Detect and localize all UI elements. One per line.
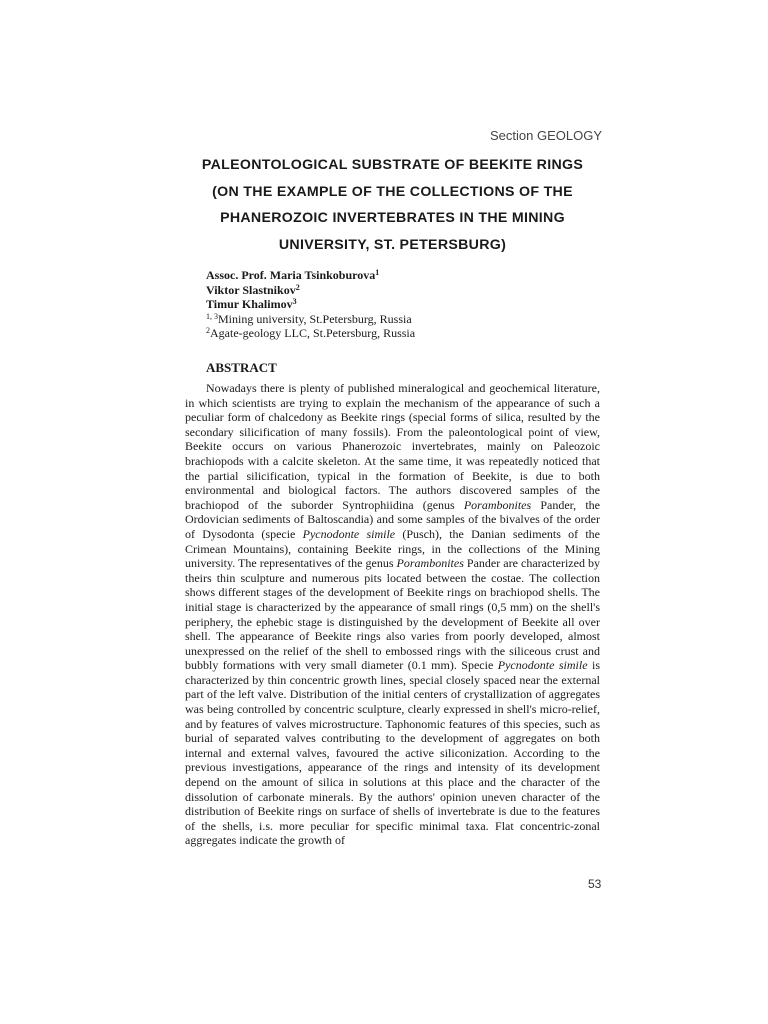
abstract-heading: ABSTRACT (206, 360, 277, 375)
author-block (206, 268, 415, 341)
abstract-text: Pander, the Ordovician sediments of Baltoscandia) and some samples of the bivalves of the order of Dysodonta (specie (185, 497, 600, 541)
title-line: UNIVERSITY, ST. PETERSBURG) (278, 236, 507, 253)
author-line (206, 283, 415, 298)
abstract-italic-taxon: Porambonites (463, 497, 532, 512)
affiliation-text: Mining university, St.Petersburg, Russia (218, 311, 412, 326)
affiliation-line (206, 312, 415, 327)
abstract-text: Pander are characterized by theirs thin sculpture and numerous pits located between the costae. The collection shows different stages of the development of Beekite rings on brachiopod shells. The initial stage is characterized by the appearance of small rings (0,5 mm) on the shell's periphery, the ephebic stage is distinguished by the development of Beekite all over shell. The appearance of Beekite rings also varies from poorly developed, almost unexpressed on the relief of the shell to embossed rings with the siliceous crust and bubbly formations with very small diameter (0.1 mm). Specie (185, 556, 600, 673)
page-number: 53 (588, 877, 602, 891)
title-line: PHANEROZOIC INVERTEBRATES IN THE MINING (220, 210, 565, 226)
author-name: Assoc. Prof. Maria Tsinkoburova (206, 268, 376, 282)
section-label (490, 128, 602, 143)
abstract-italic-taxon: Pycnodonte simile (302, 526, 396, 541)
abstract-paragraph (185, 381, 600, 848)
section-name: GEOLOGY (536, 128, 602, 143)
affiliation-superscript: 2 (206, 326, 210, 335)
author-line (206, 268, 415, 283)
author-name: Viktor Slastnikov (206, 282, 296, 297)
section-word: Section (489, 128, 534, 143)
abstract-italic-taxon: Porambonites (396, 556, 464, 571)
author-name: Timur Khalimov (206, 297, 293, 311)
paper-title (185, 152, 600, 258)
affiliation-line (206, 326, 415, 341)
author-line (206, 297, 415, 312)
author-superscript: 2 (295, 282, 300, 292)
abstract-text: Nowadays there is plenty of published mineralogical and geochemical literature, in which scientists are trying to explain the mechanism of the appearance of such a peculiar form of chalcedony as Beekite rings (special forms of silica, resulted by the secondary silicification of many fossils). From the paleontological point of view, Beekite occurs on various Phanerozoic invertebrates, mainly on Paleozoic brachiopods with a calcite skeleton. At the same time, it was repeatedly noticed that the partial silicification, typical in the formation of Beekite, is due to both environmental and biological factors. The authors discovered samples of the brachiopod of the suborder Syntrophiidina (genus (185, 381, 600, 512)
abstract-italic-taxon: Pycnodonte simile (497, 658, 588, 673)
title-line: (ON THE EXAMPLE OF THE COLLECTIONS OF THE (212, 183, 573, 200)
affiliation-superscript: 1, 3 (206, 311, 218, 321)
author-superscript: 1 (375, 268, 380, 277)
abstract-text: is characterized by thin concentric growth lines, special closely spaced near the external part of the left valve. Distribution of the initial centers of crystallization of aggregates was being controlled by concentric sculpture, clearly expressed in shell's micro-relief, and by features of valves microstructure. Taphonomic features of this species, such as burial of separated valves contributing to the development of aggregates on both internal and external valves, favoured the active siliconization. According to the previous investigations, appearance of the rings and intensity of its development depend on the amount of silica in solutions at this place and the character of the dissolution of carbonate minerals. By the authors' opinion uneven character of the distribution of Beekite rings on surface of shells of invertebrate is due to the features of the shells, i.s. more peculiar for specific minimal taxa. Flat concentric-zonal aggregates indicate the growth of (185, 658, 600, 848)
abstract-body (185, 381, 600, 848)
affiliation-text: Agate-geology LLC, St.Petersburg, Russia (210, 326, 416, 340)
abstract-text: (Pusch), the Danian sediments of the Crimean Mountains), containing Beekite rings, in the collections of the Mining university. The representatives of the genus (185, 526, 600, 571)
title-line: PALEONTOLOGICAL SUBSTRATE OF BEEKITE RINGS (201, 157, 584, 173)
author-superscript: 3 (292, 297, 297, 306)
